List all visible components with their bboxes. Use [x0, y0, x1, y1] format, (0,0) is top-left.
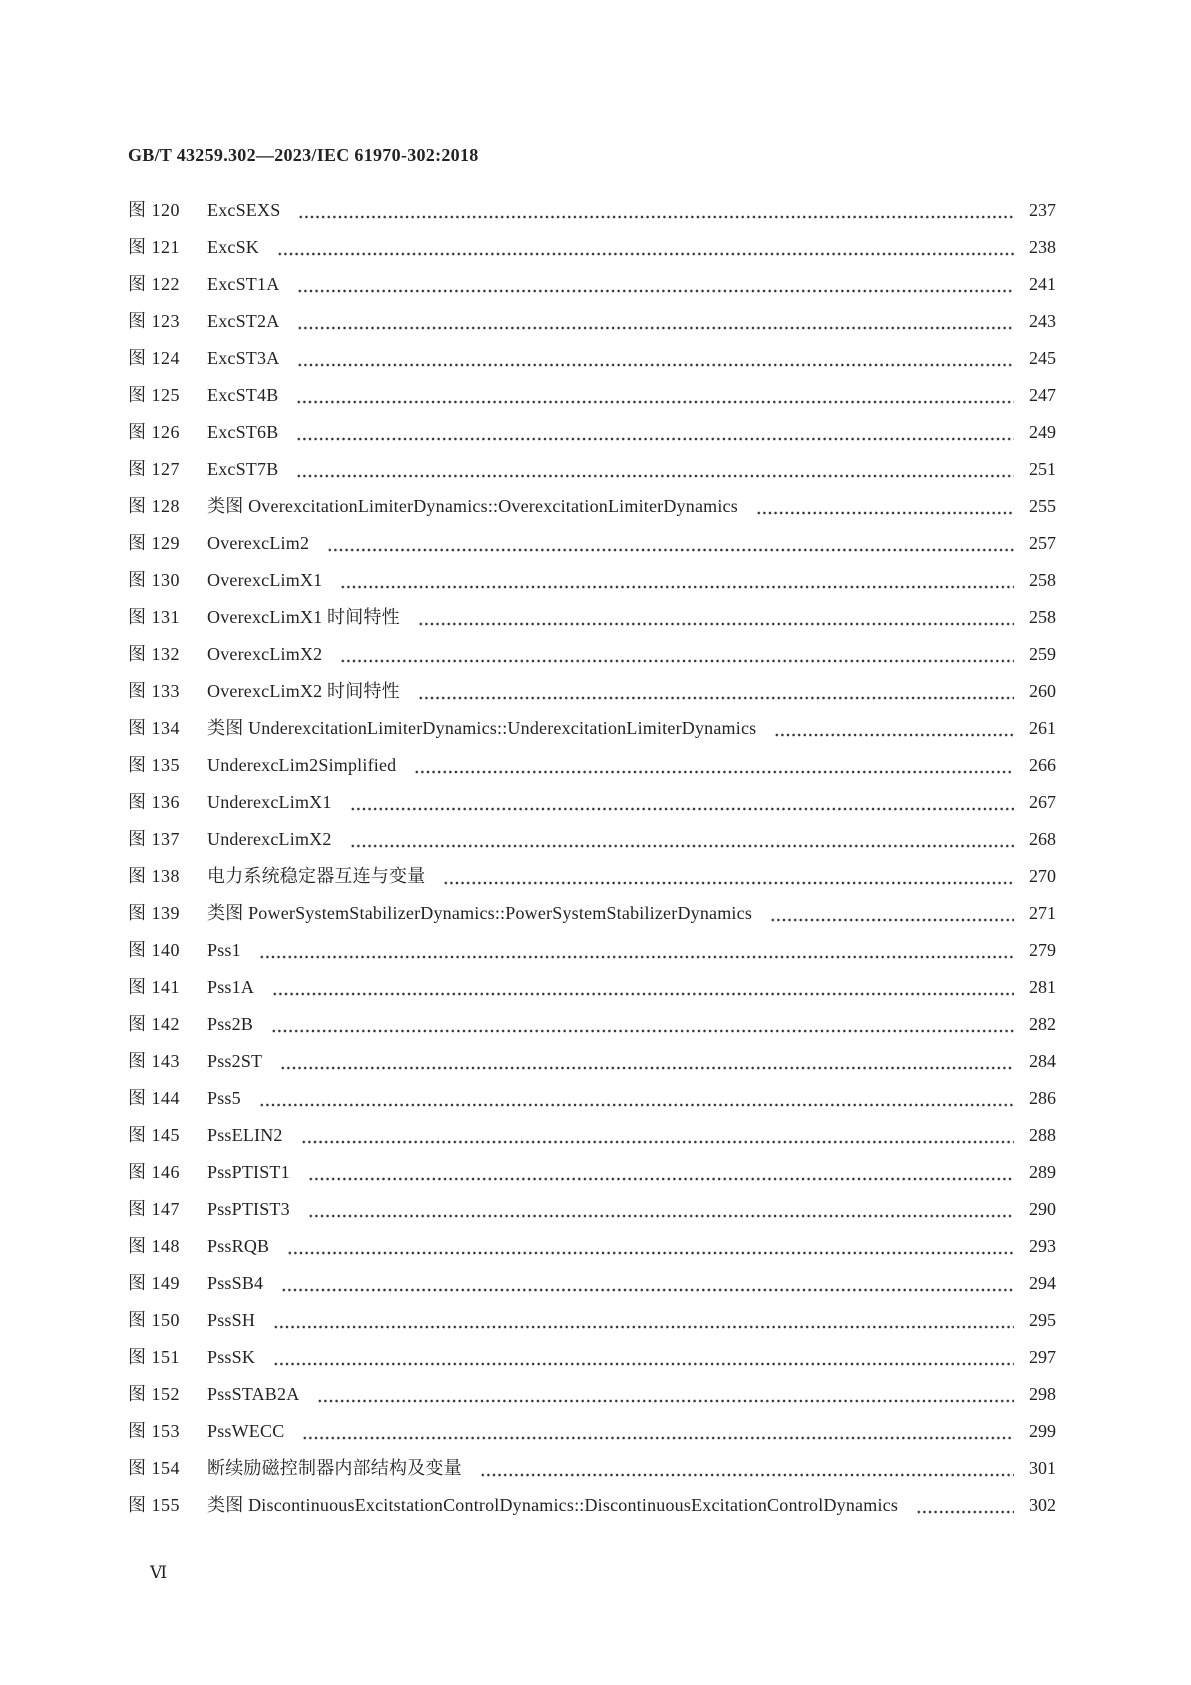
dot-leader	[480, 1450, 1014, 1487]
toc-entry[interactable]	[128, 303, 1056, 340]
dot-leader	[350, 784, 1014, 821]
dot-leader	[296, 414, 1014, 451]
dot-leader	[296, 451, 1014, 488]
figure-title: UnderexcLimX1	[207, 792, 332, 812]
document-header: GB/T 43259.302—2023/IEC 61970-302:2018	[128, 145, 479, 165]
figure-title: OverexcLimX2 时间特性	[207, 681, 400, 701]
figure-title: ExcSK	[207, 237, 259, 257]
figure-title: PssPTIST3	[207, 1199, 290, 1219]
page-ref: 255	[1029, 496, 1056, 516]
page-ref: 249	[1029, 422, 1056, 442]
dot-leader	[277, 229, 1014, 266]
figure-title: UnderexcLimX2	[207, 829, 332, 849]
toc-entry[interactable]	[128, 340, 1056, 377]
toc-entry[interactable]	[128, 784, 1056, 821]
figure-title: Pss2ST	[207, 1051, 263, 1071]
figure-number: 图 124	[128, 348, 180, 368]
toc-entry[interactable]	[128, 1487, 1056, 1524]
toc-entry[interactable]	[128, 192, 1056, 229]
figure-list	[128, 192, 1056, 1524]
figure-title: OverexcLimX1 时间特性	[207, 607, 400, 627]
page-ref: 238	[1029, 237, 1056, 257]
page-ref: 245	[1029, 348, 1056, 368]
figure-title: PssSTAB2A	[207, 1384, 300, 1404]
figure-number: 图 135	[128, 755, 180, 775]
toc-entry[interactable]	[128, 1228, 1056, 1265]
figure-number: 图 155	[128, 1495, 180, 1515]
figure-title: 类图 UnderexcitationLimiterDynamics::UnderexcitationLimiterDynamics	[207, 718, 757, 738]
figure-title: Pss1	[207, 940, 241, 960]
figure-title: ExcST7B	[207, 459, 279, 479]
figure-number: 图 138	[128, 866, 180, 886]
dot-leader	[418, 673, 1014, 710]
page-ref: 267	[1029, 792, 1056, 812]
dot-leader	[281, 1265, 1014, 1302]
page-ref: 266	[1029, 755, 1056, 775]
toc-entry[interactable]	[128, 636, 1056, 673]
page-ref: 282	[1029, 1014, 1056, 1034]
dot-leader	[916, 1487, 1014, 1524]
figure-number: 图 131	[128, 607, 180, 627]
page-ref: 294	[1029, 1273, 1056, 1293]
dot-leader	[350, 821, 1014, 858]
figure-number: 图 133	[128, 681, 180, 701]
toc-entry[interactable]	[128, 932, 1056, 969]
toc-entry[interactable]	[128, 747, 1056, 784]
figure-number: 图 151	[128, 1347, 180, 1367]
toc-entry[interactable]	[128, 1413, 1056, 1450]
dot-leader	[298, 192, 1014, 229]
page-ref: 258	[1029, 570, 1056, 590]
toc-entry[interactable]	[128, 821, 1056, 858]
page-ref: 302	[1029, 1495, 1056, 1515]
figure-number: 图 134	[128, 718, 180, 738]
figure-number: 图 139	[128, 903, 180, 923]
dot-leader	[774, 710, 1014, 747]
dot-leader	[340, 636, 1014, 673]
dot-leader	[308, 1191, 1014, 1228]
figure-title: UnderexcLim2Simplified	[207, 755, 397, 775]
dot-leader	[443, 858, 1014, 895]
dot-leader	[414, 747, 1014, 784]
dot-leader	[259, 1080, 1014, 1117]
figure-number: 图 148	[128, 1236, 180, 1256]
figure-number: 图 144	[128, 1088, 180, 1108]
toc-entry[interactable]	[128, 673, 1056, 710]
toc-entry[interactable]	[128, 1154, 1056, 1191]
page-ref: 241	[1029, 274, 1056, 294]
page-ref: 293	[1029, 1236, 1056, 1256]
figure-title: ExcST3A	[207, 348, 280, 368]
dot-leader	[418, 599, 1014, 636]
figure-number: 图 149	[128, 1273, 180, 1293]
toc-entry[interactable]	[128, 1450, 1056, 1487]
page-ref: 260	[1029, 681, 1056, 701]
figure-number: 图 121	[128, 237, 180, 257]
figure-title: ExcSEXS	[207, 200, 281, 220]
toc-entry[interactable]	[128, 1265, 1056, 1302]
figure-number: 图 136	[128, 792, 180, 812]
page-ref: 301	[1029, 1458, 1056, 1478]
toc-entry[interactable]	[128, 1339, 1056, 1376]
figure-number: 图 137	[128, 829, 180, 849]
toc-entry[interactable]	[128, 1302, 1056, 1339]
toc-entry[interactable]	[128, 1117, 1056, 1154]
toc-entry[interactable]	[128, 451, 1056, 488]
dot-leader	[273, 1302, 1014, 1339]
page-ref: 261	[1029, 718, 1056, 738]
toc-entry[interactable]	[128, 1006, 1056, 1043]
toc-entry[interactable]	[128, 414, 1056, 451]
figure-number: 图 128	[128, 496, 180, 516]
page-ref: 270	[1029, 866, 1056, 886]
page-ref: 268	[1029, 829, 1056, 849]
figure-title: OverexcLimX1	[207, 570, 323, 590]
figure-title: PssSB4	[207, 1273, 264, 1293]
toc-entry[interactable]	[128, 1376, 1056, 1413]
dot-leader	[280, 1043, 1014, 1080]
figure-number: 图 123	[128, 311, 180, 331]
dot-leader	[340, 562, 1014, 599]
page-number: Ⅵ	[150, 1563, 168, 1582]
page-ref: 237	[1029, 200, 1056, 220]
dot-leader	[259, 932, 1014, 969]
dot-leader	[756, 488, 1014, 525]
figure-title: 类图 DiscontinuousExcitstationControlDynamics::DiscontinuousExcitationControlDynamics	[207, 1495, 899, 1515]
figure-title: 类图 PowerSystemStabilizerDynamics::PowerSystemStabilizerDynamics	[207, 903, 753, 923]
page-ref: 290	[1029, 1199, 1056, 1219]
figure-title: 断续励磁控制器内部结构及变量	[207, 1458, 462, 1478]
figure-title: Pss2B	[207, 1014, 254, 1034]
figure-number: 图 120	[128, 200, 180, 220]
figure-number: 图 125	[128, 385, 180, 405]
toc-entry[interactable]	[128, 266, 1056, 303]
page-ref: 279	[1029, 940, 1056, 960]
toc-entry[interactable]	[128, 969, 1056, 1006]
page-ref: 271	[1029, 903, 1056, 923]
toc-entry[interactable]	[128, 377, 1056, 414]
dot-leader	[301, 1117, 1014, 1154]
figure-number: 图 127	[128, 459, 180, 479]
toc-entry[interactable]	[128, 1043, 1056, 1080]
figure-title: 类图 OverexcitationLimiterDynamics::OverexcitationLimiterDynamics	[207, 496, 738, 516]
figure-title: 电力系统稳定器互连与变量	[207, 866, 426, 886]
figure-title: PssELIN2	[207, 1125, 283, 1145]
dot-leader	[297, 266, 1014, 303]
page-ref: 243	[1029, 311, 1056, 331]
page-ref: 281	[1029, 977, 1056, 997]
figure-number: 图 130	[128, 570, 180, 590]
figure-number: 图 140	[128, 940, 180, 960]
toc-entry[interactable]	[128, 562, 1056, 599]
figure-number: 图 132	[128, 644, 180, 664]
figure-title: ExcST4B	[207, 385, 279, 405]
figure-number: 图 154	[128, 1458, 180, 1478]
figure-number: 图 143	[128, 1051, 180, 1071]
figure-number: 图 145	[128, 1125, 180, 1145]
dot-leader	[302, 1413, 1014, 1450]
page-ref: 288	[1029, 1125, 1056, 1145]
figure-title: PssSH	[207, 1310, 256, 1330]
figure-title: ExcST2A	[207, 311, 280, 331]
figure-title: PssSK	[207, 1347, 256, 1367]
toc-entry[interactable]	[128, 710, 1056, 747]
figure-number: 图 142	[128, 1014, 180, 1034]
page-ref: 286	[1029, 1088, 1056, 1108]
toc-entry[interactable]	[128, 895, 1056, 932]
page-ref: 251	[1029, 459, 1056, 479]
dot-leader	[770, 895, 1014, 932]
dot-leader	[287, 1228, 1014, 1265]
dot-leader	[297, 340, 1014, 377]
figure-title: Pss1A	[207, 977, 255, 997]
figure-title: ExcST1A	[207, 274, 280, 294]
dot-leader	[271, 1006, 1014, 1043]
page-ref: 295	[1029, 1310, 1056, 1330]
dot-leader	[297, 303, 1014, 340]
figure-number: 图 129	[128, 533, 180, 553]
dot-leader	[296, 377, 1014, 414]
figure-number: 图 152	[128, 1384, 180, 1404]
page-ref: 284	[1029, 1051, 1056, 1071]
page-ref: 297	[1029, 1347, 1056, 1367]
dot-leader	[327, 525, 1014, 562]
figure-title: Pss5	[207, 1088, 241, 1108]
page-ref: 259	[1029, 644, 1056, 664]
figure-title: PssRQB	[207, 1236, 270, 1256]
page-ref: 289	[1029, 1162, 1056, 1182]
toc-entry[interactable]	[128, 488, 1056, 525]
figure-number: 图 141	[128, 977, 180, 997]
dot-leader	[317, 1376, 1014, 1413]
figure-number: 图 126	[128, 422, 180, 442]
toc-entry[interactable]	[128, 229, 1056, 266]
figure-number: 图 150	[128, 1310, 180, 1330]
page-ref: 298	[1029, 1384, 1056, 1404]
figure-title: PssWECC	[207, 1421, 285, 1441]
toc-entry[interactable]	[128, 1191, 1056, 1228]
page-ref: 247	[1029, 385, 1056, 405]
page-ref: 299	[1029, 1421, 1056, 1441]
toc-entry[interactable]	[128, 599, 1056, 636]
figure-number: 图 153	[128, 1421, 180, 1441]
toc-entry[interactable]	[128, 858, 1056, 895]
figure-title: PssPTIST1	[207, 1162, 290, 1182]
toc-entry[interactable]	[128, 525, 1056, 562]
toc-entry[interactable]	[128, 1080, 1056, 1117]
figure-number: 图 146	[128, 1162, 180, 1182]
figure-number: 图 147	[128, 1199, 180, 1219]
figure-number: 图 122	[128, 274, 180, 294]
dot-leader	[308, 1154, 1014, 1191]
page-ref: 257	[1029, 533, 1056, 553]
figure-title: OverexcLim2	[207, 533, 310, 553]
figure-title: OverexcLimX2	[207, 644, 323, 664]
figure-title: ExcST6B	[207, 422, 279, 442]
dot-leader	[272, 969, 1014, 1006]
page-ref: 258	[1029, 607, 1056, 627]
dot-leader	[273, 1339, 1014, 1376]
